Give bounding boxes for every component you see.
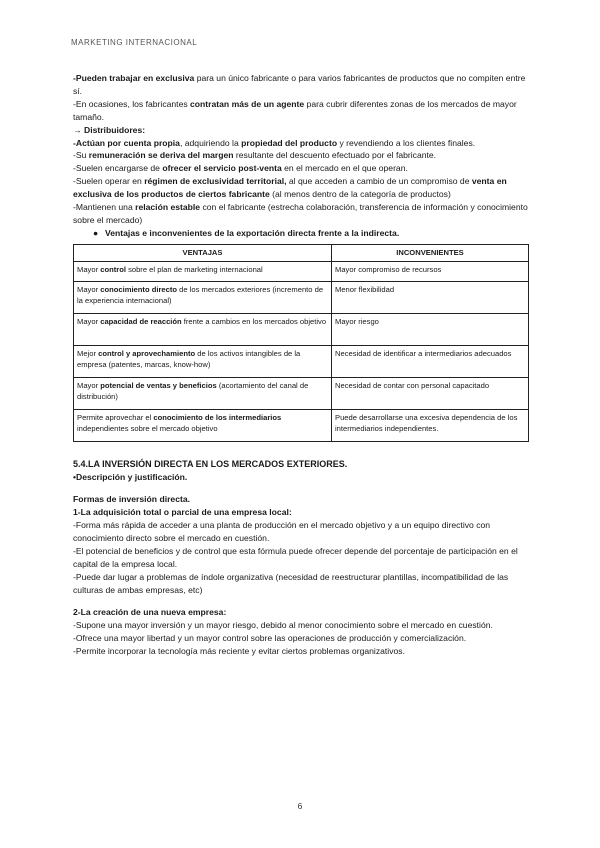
header-ventajas: VENTAJAS (74, 244, 332, 262)
bold-text: -Actúan por cuenta propia (73, 137, 180, 148)
inconveniente-cell: Necesidad de contar con personal capacitado (332, 378, 529, 410)
bold-text: control y aprovechamiento (98, 349, 196, 359)
text: -En ocasiones, los fabricantes (73, 98, 191, 109)
table-row (74, 282, 529, 314)
table-row (74, 410, 529, 442)
page-content (73, 72, 531, 658)
paragraph: -Puede dar lugar a problemas de índole organizativa (necesidad de reestructurar plantillas, incompatibilidad de las culturas de ambas empresas, etc) (73, 571, 509, 595)
text: , adquiriendo la (179, 137, 242, 148)
ventaja-cell (74, 262, 332, 282)
paragraph (73, 175, 531, 201)
inconveniente-cell: Necesidad de identificar a intermediarios adecuados (332, 346, 529, 378)
paragraph: -El potencial de beneficios y de control que esta fórmula puede ofrecer depende del porcentaje de participación en el capital de la empresa local. (73, 545, 518, 569)
bullet-icon: ● (93, 227, 99, 238)
text: sobre el plan de marketing internacional (125, 265, 263, 275)
bullet-item (73, 227, 531, 240)
table-row (74, 262, 529, 282)
text: con el fabricante (estrecha colaboración, transferencia de información y conocimiento sobre el mercado) (73, 202, 528, 225)
text: y revendiendo a los clientes finales. (337, 137, 476, 148)
text: (acortamiento del canal de distribución) (77, 381, 309, 401)
text: Permite aprovechar el (77, 413, 154, 423)
text: resultante del descuento efectuado por el fabricante. (233, 150, 437, 161)
paragraph (73, 201, 531, 227)
spacer (73, 442, 531, 458)
paragraph (73, 137, 531, 150)
text: Mejor (77, 349, 99, 359)
heading-text: → Distribuidores: (73, 124, 146, 135)
paragraph: -Supone una mayor inversión y un mayor riesgo, debido al menor conocimiento sobre el mercado en cuestión. (73, 620, 493, 631)
bullet-text: Ventajas e inconvenientes de la exportación directa frente a la indirecta. (105, 227, 400, 238)
bold-text: ofrecer el servicio post-venta (162, 163, 282, 174)
text: -Suelen operar en (73, 176, 145, 187)
inconveniente-cell: Mayor riesgo (332, 314, 529, 346)
bold-text: venta en exclusiva de los productos de ciertos fabricante (73, 176, 507, 200)
section-title: 5.4.LA INVERSIÓN DIRECTA EN LOS MERCADOS EXTERIORES. (73, 459, 348, 470)
bold-text: capacidad de reacción (100, 317, 182, 327)
bold-text: 2-La creación de una nueva empresa: (73, 607, 227, 618)
header-inconvenientes: INCONVENIENTES (332, 244, 529, 262)
bold-text: potencial de ventas y beneficios (100, 381, 217, 391)
spacer (73, 484, 531, 493)
inconveniente-cell: Puede desarrollarse una excesiva dependencia de los intermediarios independientes. (332, 410, 529, 442)
spacer (73, 596, 531, 606)
text: Mayor (77, 285, 101, 295)
bold-text: contratan más de un agente (190, 98, 305, 109)
ventaja-cell (74, 282, 332, 314)
bold-text: propiedad del producto (241, 137, 338, 148)
bold-text: Formas de inversión directa. (73, 494, 191, 505)
text: de los mercados exteriores (incremento de la experiencia internacional) (77, 285, 324, 305)
table-row (74, 378, 529, 410)
text: para cubrir diferentes zonas de los mercados de mayor tamaño. (73, 98, 517, 122)
ventaja-cell (74, 314, 332, 346)
table-header-row (74, 244, 529, 262)
inconveniente-cell: Mayor compromiso de recursos (332, 262, 529, 282)
text: para un único fabricante o para varios fabricantes de productos que no compiten entre sí. (73, 73, 526, 96)
text: Mayor (77, 265, 101, 275)
ventaja-cell (74, 378, 332, 410)
bold-text: -Pueden trabajar en exclusiva (73, 73, 195, 83)
text: -Suelen encargarse de (73, 163, 163, 174)
text: Mayor (77, 381, 101, 391)
bold-text: relación estable (135, 202, 201, 213)
table-row (74, 314, 529, 346)
bold-text: conocimiento de los intermediarios (153, 413, 282, 423)
text: independientes sobre el mercado objetivo (77, 423, 218, 433)
text: de los activos intangibles de la empresa (patentes, marcas, know-how) (77, 349, 301, 369)
paragraph (73, 162, 531, 175)
formas-heading (73, 493, 531, 506)
distribuidores-heading (73, 124, 531, 137)
pros-cons-table (73, 244, 529, 443)
bold-text: conocimiento directo (100, 285, 178, 295)
bold-text: •Descripción y justificación. (73, 472, 188, 483)
paragraph (73, 149, 531, 162)
ventaja-cell (74, 346, 332, 378)
table-row (74, 346, 529, 378)
bold-text: 1-La adquisición total o parcial de una empresa local: (73, 507, 292, 518)
text: al que acceden a cambio de un compromiso de (286, 176, 472, 187)
text: frente a cambios en los mercados objetivo (181, 317, 327, 327)
bold-text: control (100, 265, 126, 275)
formas-sub1-heading (73, 506, 531, 519)
formas-sub2-heading (73, 606, 531, 619)
text: -Mantienen una (73, 202, 136, 213)
inconveniente-cell: Menor flexibilidad (332, 282, 529, 314)
bold-text: remuneración se deriva del margen (88, 150, 234, 161)
page-number: 6 (297, 801, 303, 811)
section-subtitle (73, 471, 531, 484)
running-header: MARKETING INTERNACIONAL (71, 38, 198, 47)
text: -Su (73, 150, 89, 161)
text: (al menos dentro de la categoría de productos) (269, 189, 451, 200)
paragraph (73, 98, 531, 124)
paragraph (73, 72, 531, 98)
paragraph: -Ofrece una mayor libertad y un mayor control sobre las operaciones de producción y comercialización. (73, 633, 467, 644)
paragraph: -Forma más rápida de acceder a una planta de producción en el mercado objetivo y a un equipo directivo con conocimiento directo sobre el mercado en cuestión. (73, 520, 491, 543)
paragraph: -Permite incorporar la tecnología más reciente y evitar ciertos problemas organizativos. (73, 646, 405, 657)
ventaja-cell (74, 410, 332, 442)
text: en el mercado en el que operan. (281, 163, 408, 174)
bold-text: régimen de exclusividad territorial, (144, 176, 287, 187)
text: Mayor (77, 317, 101, 327)
